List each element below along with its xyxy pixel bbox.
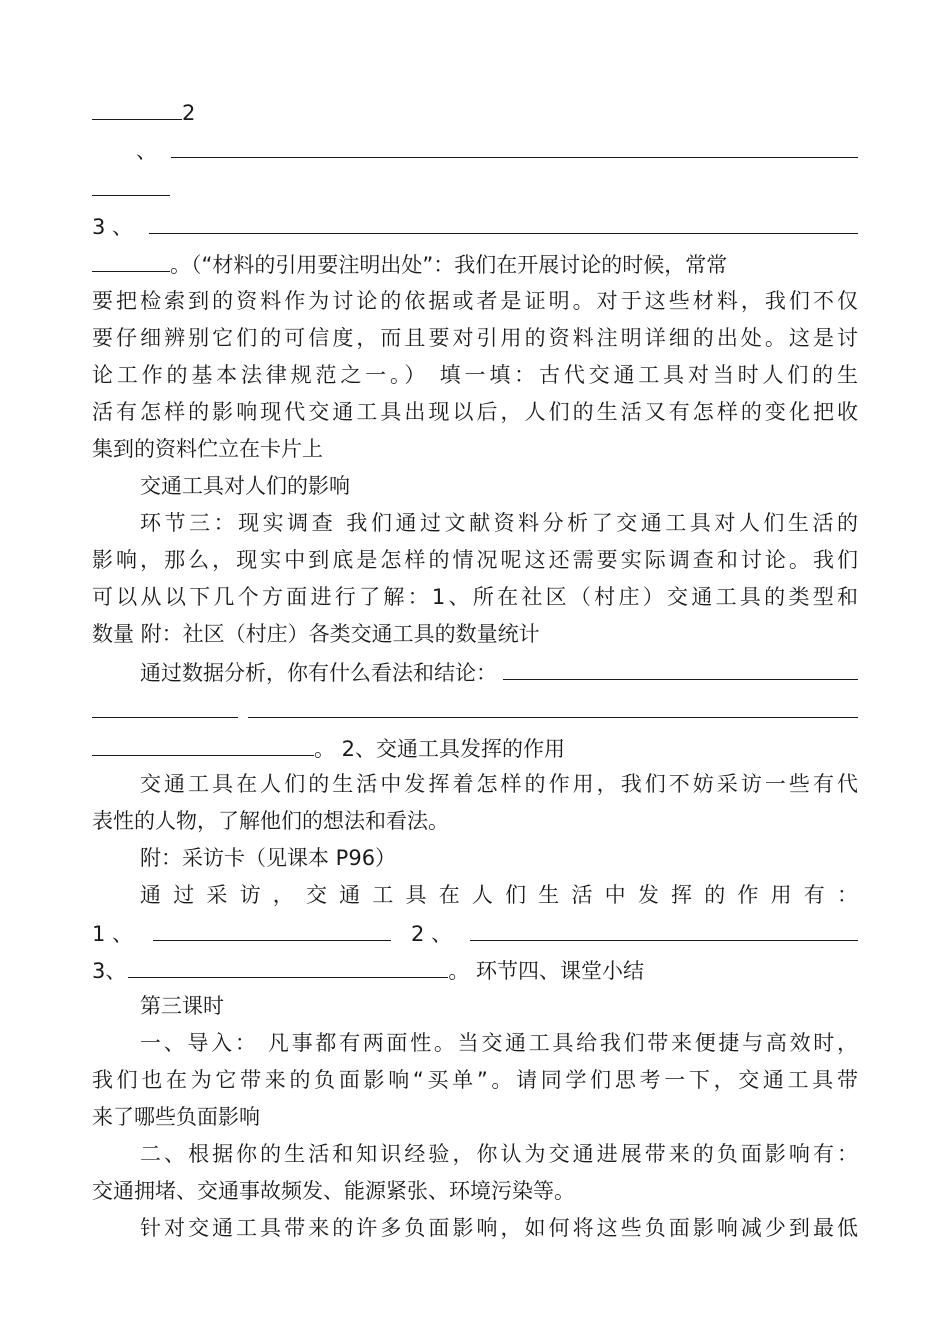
text-line: 2 xyxy=(92,93,858,130)
text-line: 交通工具在人们的生活中发挥着怎样的作用，我们不妨采访一些有代 xyxy=(140,772,858,796)
fill-blank xyxy=(470,914,858,941)
fill-blank xyxy=(92,93,182,120)
text-line: 要仔细辨别它们的可信度，而且要对引用的资料注明详细的出处。这是讨 xyxy=(92,326,858,350)
fill-blank xyxy=(92,245,170,272)
text-line: 表性的人物，了解他们的想法和看法。 xyxy=(92,809,449,833)
fill-blank xyxy=(92,729,314,756)
text-line: 通过数据分析，你有什么看法和结论： xyxy=(140,653,858,690)
text-line xyxy=(92,691,858,728)
fill-blank xyxy=(248,691,858,718)
fill-blank xyxy=(153,914,391,941)
text-line: 、 xyxy=(136,131,858,168)
text-line: 。（“材料的引用要注明出处”：我们在开展讨论的时候，常常 xyxy=(92,245,858,282)
text-line: 一、导入： 凡事都有两面性。当交通工具给我们带来便捷与高效时， xyxy=(140,1031,858,1055)
section-heading: 交通工具对人们的影响 xyxy=(140,474,350,498)
text-line: 可以从以下几个方面进行了解：1、所在社区（村庄）交通工具的类型和 xyxy=(92,585,858,609)
text-line: 通 过 采 访 ， 交 通 工 具 在 人 们 生 活 中 发 挥 的 作 用 有 ： xyxy=(140,883,858,907)
fill-blank xyxy=(92,691,238,718)
section-heading: 第三课时 xyxy=(140,994,224,1018)
text-line: 影响，那么，现实中到底是怎样的情况呢这还需要实际调查和讨论。我们 xyxy=(92,548,858,572)
text-line: 3 、 xyxy=(92,207,858,244)
text-line: 活有怎样的影响现代交通工具出现以后，人们的生活又有怎样的变化把收 xyxy=(92,400,858,424)
text-line: 集到的资料伫立在卡片上 xyxy=(92,437,323,461)
text-line: 数量 附：社区（村庄）各类交通工具的数量统计 xyxy=(92,622,540,646)
text-line: 我们也在为它带来的负面影响“买单”。请同学们思考一下，交通工具带 xyxy=(92,1068,858,1092)
fill-blank xyxy=(171,131,858,158)
text-line: 附：采访卡（见课本 P96） xyxy=(140,846,397,870)
text-line: 二、根据你的生活和知识经验，你认为交通进展带来的负面影响有： xyxy=(140,1142,858,1166)
text-line: 。 2、交通工具发挥的作用 xyxy=(92,729,858,766)
text-line: 来了哪些负面影响 xyxy=(92,1105,260,1129)
text-line: 交通拥堵、交通事故频发、能源紧张、环境污染等。 xyxy=(92,1179,575,1203)
fill-blank xyxy=(92,169,170,196)
text-line: 论工作的基本法律规范之一。） 填一填：古代交通工具对当时人们的生 xyxy=(92,363,858,387)
text-line: 1 、 2 、 xyxy=(92,914,858,951)
text-line: 环节三：现实调查 我们通过文献资料分析了交通工具对人们生活的 xyxy=(140,511,858,535)
text-line: 针对交通工具带来的许多负面影响，如何将这些负面影响减少到最低 xyxy=(140,1216,858,1240)
text-line: 3、 。 环节四、课堂小结 xyxy=(92,951,858,988)
text-line xyxy=(92,169,858,206)
fill-blank xyxy=(128,951,448,978)
text-line: 要把检索到的资料作为讨论的依据或者是证明。对于这些材料，我们不仅 xyxy=(92,289,858,313)
fill-blank xyxy=(149,207,858,234)
fill-blank xyxy=(503,653,858,680)
